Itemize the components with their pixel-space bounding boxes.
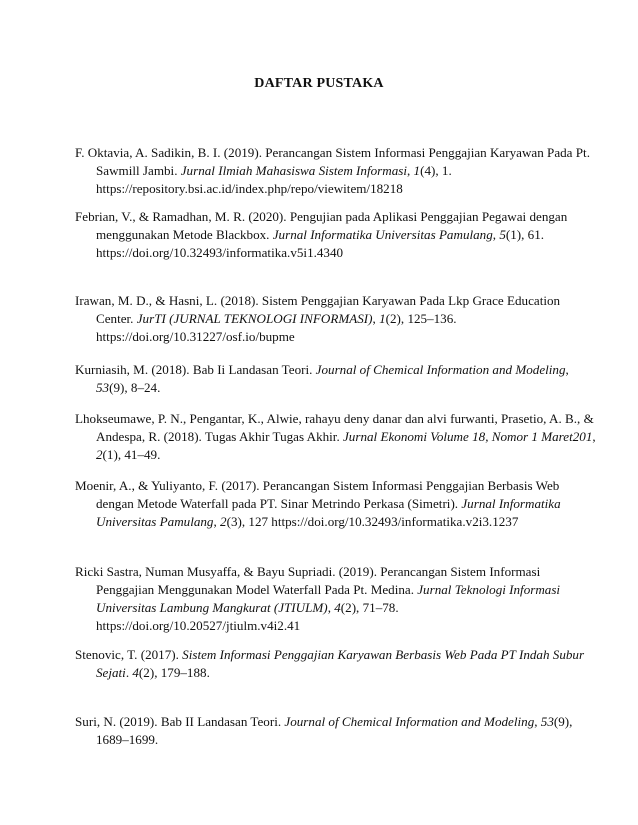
ref-text: Moenir, A., & Yuliyanto, F. (2017). Perancangan Sistem Informasi Penggajian Berbasis Web dengan Metode Waterfall pada PT. Sinar Metrindo Perkasa (Simetri). — [75, 478, 560, 511]
reference-entry — [75, 646, 596, 682]
ref-journal: Jurnal Ilmiah Mahasiswa Sistem Informasi — [180, 163, 407, 178]
reference-entry — [75, 361, 596, 397]
ref-text: , — [213, 514, 221, 529]
ref-journal: Jurnal Teknologi Informasi Universitas Lambung Mangkurat (JTIULM) — [96, 582, 561, 615]
ref-text: , — [406, 163, 414, 178]
ref-text: , — [372, 311, 380, 326]
ref-volume: 53 — [96, 380, 110, 395]
ref-journal: Journal of Chemical Information and Modeling — [315, 362, 566, 377]
ref-text: (4), 1. https://repository.bsi.ac.id/index.php/repo/viewitem/18218 — [96, 163, 452, 196]
ref-text: (1), 61. https://doi.org/10.32493/informatika.v5i1.4340 — [96, 227, 545, 260]
ref-text: (3), 127 https://doi.org/10.32493/informatika.v2i3.1237 — [226, 514, 519, 529]
ref-text: , — [492, 227, 500, 242]
ref-text: , — [327, 600, 335, 615]
ref-text: , — [534, 714, 541, 729]
ref-text: (9), 1689–1699. — [96, 714, 573, 747]
ref-text: Suri, N. (2019). Bab II Landasan Teori. — [75, 714, 285, 729]
reference-entry — [75, 563, 596, 635]
reference-entry — [75, 144, 596, 198]
ref-text: Febrian, V., & Ramadhan, M. R. (2020). Pengujian pada Aplikasi Penggajian Pegawai dengan menggunakan Metode Blackbox. — [75, 209, 568, 242]
ref-text: Stenovic, T. (2017). — [75, 647, 183, 662]
ref-volume: 4 — [132, 665, 139, 680]
ref-text: (1), 41–49. — [102, 447, 161, 462]
ref-text: Ricki Sastra, Numan Musyaffa, & Bayu Supriadi. (2019). Perancangan Sistem Informasi Penggajian Menggunakan Model Waterfall Pada Pt. Medina. — [75, 564, 541, 597]
ref-volume: 1 — [413, 163, 421, 178]
ref-volume: 2 — [96, 447, 103, 462]
ref-volume: 5 — [499, 227, 506, 242]
ref-journal: Journal of Chemical Information and Modeling — [284, 714, 535, 729]
ref-text: , — [592, 429, 596, 444]
ref-text: (2), 125–136. https://doi.org/10.31227/osf.io/bupme — [96, 311, 457, 344]
ref-text: (2), 71–78. https://doi.org/10.20527/jtiulm.v4i2.41 — [96, 600, 399, 633]
ref-text: Irawan, M. D., & Hasni, L. (2018). Sistem Penggajian Karyawan Pada Lkp Grace Education Center. — [75, 293, 561, 326]
ref-journal: Jurnal Informatika Universitas Pamulang — [96, 496, 561, 529]
page-title: DAFTAR PUSTAKA — [254, 76, 384, 91]
reference-entry — [75, 477, 596, 531]
reference-entry — [75, 410, 596, 464]
reference-entry — [75, 713, 596, 749]
ref-journal: Jurnal Ekonomi Volume 18, Nomor 1 Maret201 — [343, 429, 593, 444]
ref-volume: 1 — [379, 311, 386, 326]
ref-text: Lhokseumawe, P. N., Pengantar, K., Alwie, rahayu deny danar dan alvi furwanti, Prasetio, A. B., & Andespa, R. (2018). Tugas Akhir Tugas Akhir. — [75, 411, 594, 444]
ref-journal: JurTI (JURNAL TEKNOLOGI INFORMASI) — [136, 311, 373, 326]
reference-entry — [75, 208, 596, 262]
ref-volume: 4 — [334, 600, 341, 615]
ref-journal: Sistem Informasi Penggajian Karyawan Berbasis Web Pada PT Indah Subur Sejati — [96, 647, 585, 680]
ref-text: (9), 8–24. — [109, 380, 161, 395]
ref-text: . — [125, 665, 133, 680]
ref-journal: Jurnal Informatika Universitas Pamulang — [272, 227, 493, 242]
ref-volume: 2 — [220, 514, 227, 529]
ref-volume: 53 — [540, 714, 554, 729]
ref-text: (2), 179–188. — [138, 665, 210, 680]
reference-entry — [75, 292, 596, 346]
ref-text: , — [565, 362, 569, 377]
ref-text: Kurniasih, M. (2018). Bab Ii Landasan Teori. — [75, 362, 316, 377]
ref-text: F. Oktavia, A. Sadikin, B. I. (2019). Perancangan Sistem Informasi Penggajian Karyawan Pada Pt. Sawmill Jambi. — [75, 145, 590, 178]
